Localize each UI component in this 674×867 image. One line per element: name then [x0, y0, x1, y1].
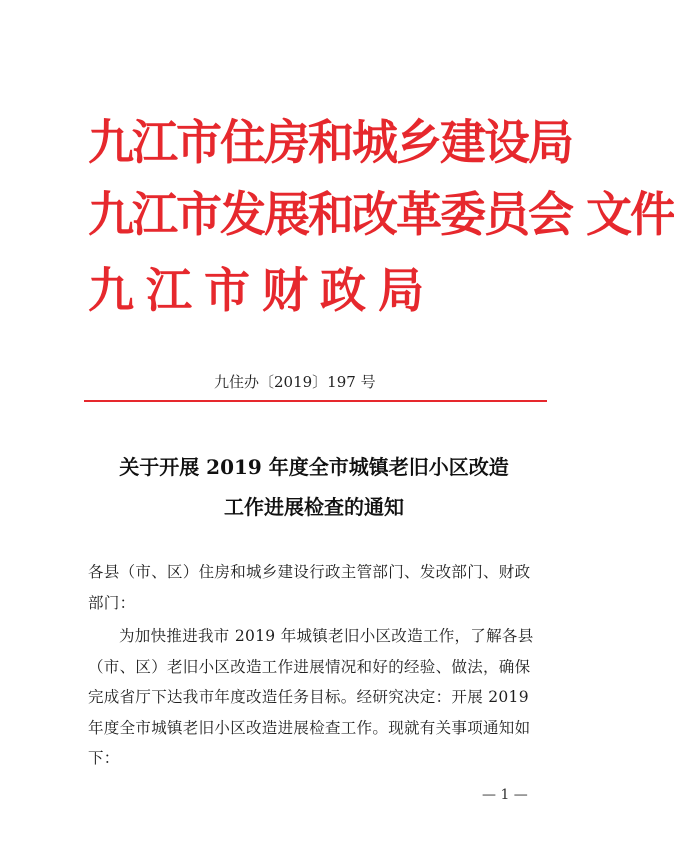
red-divider-line — [84, 400, 547, 402]
notice-title-line-1: 关于开展 2019 年度全市城镇老旧小区改造 — [119, 455, 509, 479]
body-paragraph-text: 为加快推进我市 2019 年城镇老旧小区改造工作，了解各县（市、区）老旧小区改造工作进展情况和好的经验、做法，确保完成省厅下达我市年度改造任务目标。经研究决定：开展 2019 年度全市城镇老旧小区改造进展检查工作。现就有关事项通知如下： — [88, 627, 534, 767]
issuer-line-finance-bureau: 九江市财政局 — [88, 262, 436, 319]
document-type-label: 文件 — [586, 186, 674, 243]
issuer-line-development-commission — [88, 185, 674, 243]
body-paragraph — [88, 621, 543, 774]
issuer-line-housing-bureau: 九江市住房和城乡建设局 — [88, 114, 572, 171]
page-number: — 1 — — [482, 787, 528, 803]
addressee-paragraph — [88, 557, 543, 618]
document-number: 九住办〔2019〕197 号 — [214, 373, 376, 391]
issuer-line-development-commission-text: 九江市发展和改革委员会 — [88, 186, 572, 243]
addressee-text: 各县（市、区）住房和城乡建设行政主管部门、发改部门、财政部门： — [88, 563, 531, 612]
notice-title-line-2: 工作进展检查的通知 — [224, 495, 404, 519]
